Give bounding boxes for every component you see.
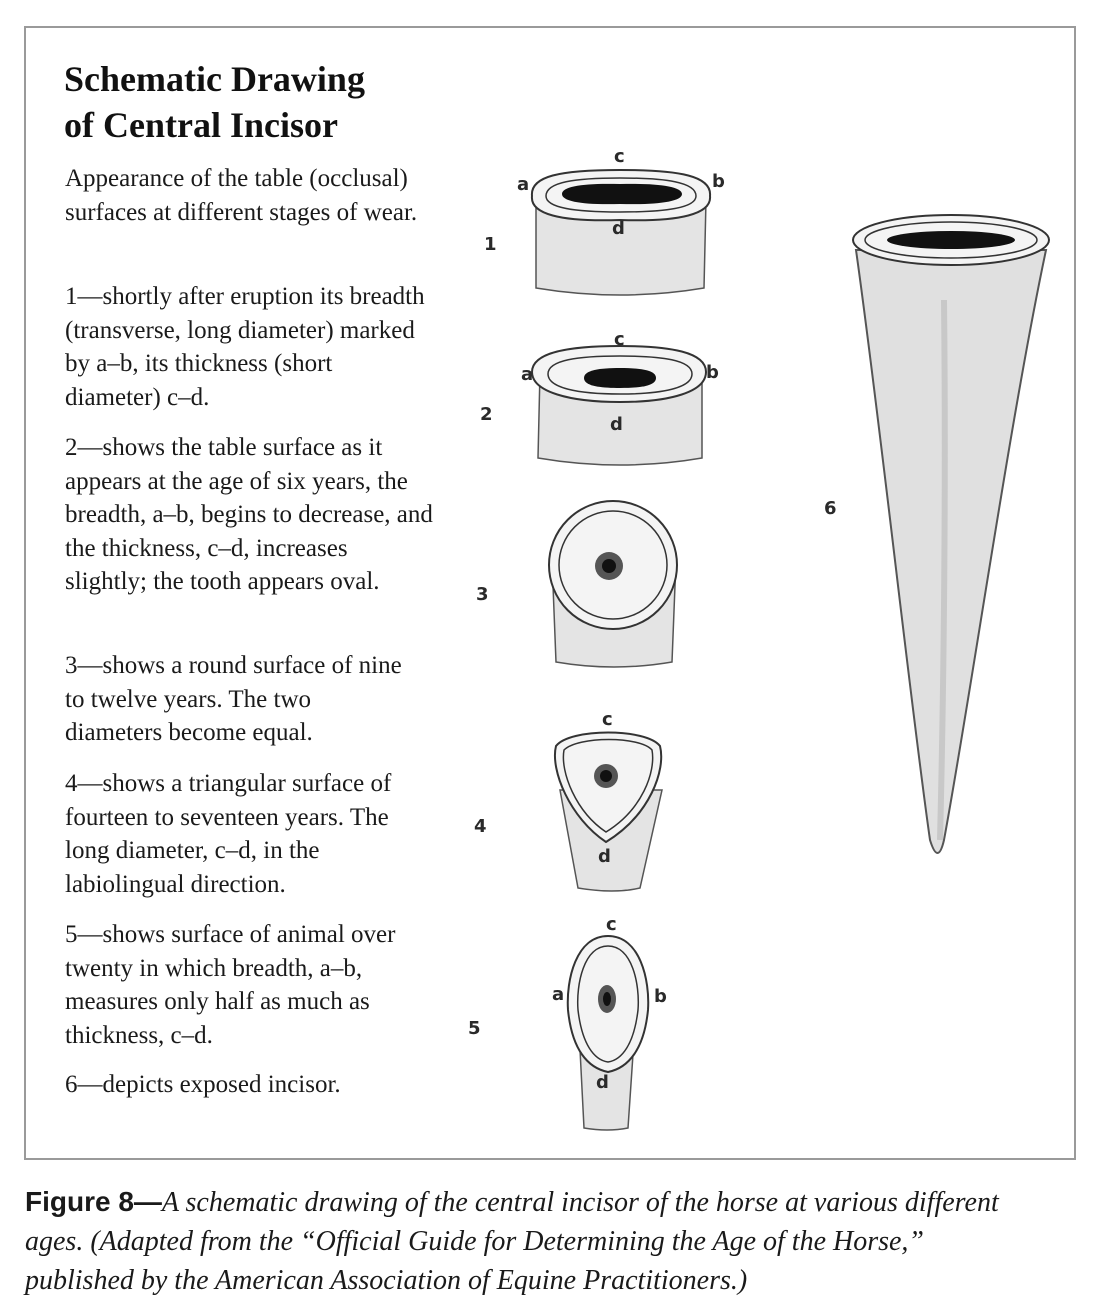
tooth-stage-2 — [532, 346, 706, 465]
tooth-stage-4 — [555, 733, 662, 892]
stage-number-6: 6 — [824, 498, 837, 519]
figure-caption — [25, 1182, 1025, 1300]
label-c-stage-1: c — [614, 146, 625, 167]
stage-6-description: 6—depicts exposed incisor. — [65, 1071, 341, 1098]
label-d-stage-5: d — [596, 1072, 609, 1093]
label-b-stage-1: b — [712, 171, 725, 192]
label-c-stage-5: c — [606, 914, 617, 935]
stage-5-description: 5—shows surface of animal over twenty in which breadth, a–b, measures only half as much as thickness, c–d. — [65, 921, 396, 1049]
label-b-stage-5: b — [654, 986, 667, 1007]
label-b-stage-2: b — [706, 362, 719, 383]
stage-number-5: 5 — [468, 1018, 481, 1039]
tooth-stage-3 — [549, 501, 677, 667]
stage-number-2: 2 — [480, 404, 493, 425]
label-d-stage-4: d — [598, 846, 611, 867]
label-d-stage-1: d — [612, 218, 625, 239]
stage-4-description: 4—shows a triangular surface of fourteen to seventeen years. The long diameter, c–d, in the labiolingual direction. — [65, 770, 392, 898]
stage-number-1: 1 — [484, 234, 497, 255]
label-a-stage-1: a — [517, 174, 530, 195]
label-c-stage-2: c — [614, 329, 625, 350]
tooth-stage-5 — [568, 936, 648, 1130]
stage-3-description: 3—shows a round surface of nine to twelve years. The two diameters become equal. — [65, 652, 402, 746]
label-a-stage-5: a — [552, 984, 565, 1005]
tooth-stage-6 — [853, 215, 1049, 853]
stage-number-3: 3 — [476, 584, 489, 605]
label-a-stage-2: a — [521, 364, 534, 385]
caption-text: A schematic drawing of the central incisor of the horse at various different ages. (Adapted from the “Official Guide for Determining the Age of the Horse,” published by the American Association of Equine Practitioners.) — [25, 1187, 999, 1296]
stage-2-description: 2—shows the table surface as it appears at the age of six years, the breadth, a–b, begins to decrease, and the thickness, c–d, increases slightly; the tooth appears oval. — [65, 434, 433, 595]
label-c-stage-4: c — [602, 709, 613, 730]
stage-1-description: 1—shortly after eruption its breadth (transverse, long diameter) marked by a–b, its thickness (short diameter) c–d. — [65, 283, 425, 411]
label-d-stage-2: d — [610, 414, 623, 435]
title-line-2: of Central Incisor — [64, 105, 338, 145]
stage-number-4: 4 — [474, 816, 487, 837]
caption-label: Figure 8— — [25, 1186, 162, 1217]
intro-text: Appearance of the table (occlusal) surfaces at different stages of wear. — [65, 165, 418, 226]
title-line-1: Schematic Drawing — [64, 59, 365, 99]
